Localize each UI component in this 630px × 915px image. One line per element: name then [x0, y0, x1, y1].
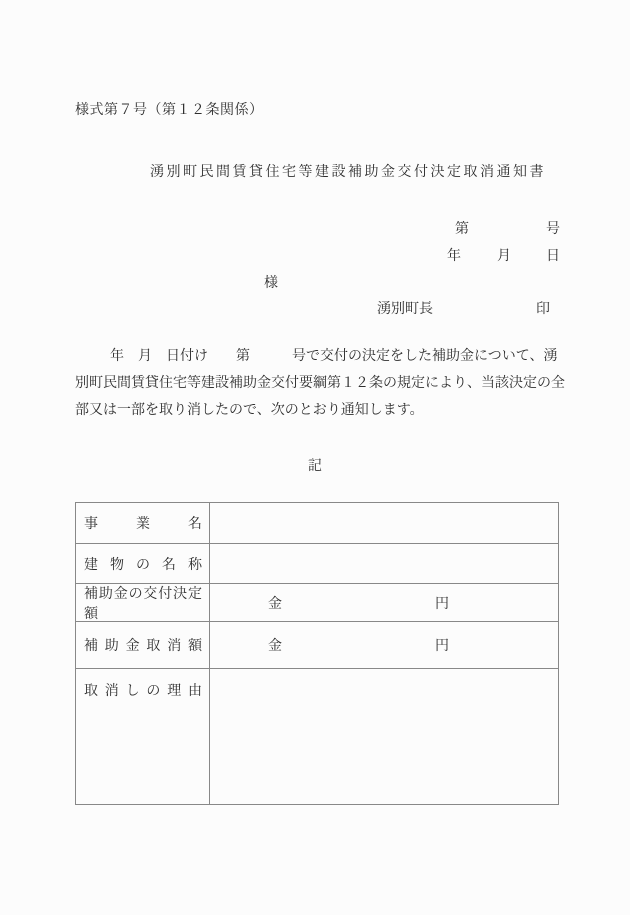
date-year-label: 年: [447, 249, 461, 264]
form-number: 様式第７号（第１２条関係）: [75, 103, 264, 118]
cancellation-reason-label: 取 消 し の 理 由: [84, 684, 202, 699]
currency-prefix-kin: 金: [268, 596, 282, 612]
currency-prefix-kin: 金: [268, 639, 282, 654]
row-label-cell: [76, 669, 210, 804]
date-month-label: 月: [497, 249, 511, 264]
grant-decision-amount-value-cell: [210, 584, 558, 621]
cancelled-amount-value-cell: [210, 622, 558, 668]
project-name-label: 事 業 名: [84, 517, 202, 532]
body-paragraph: [75, 343, 565, 424]
body-line-3: 部又は一部を取り消したので、次のとおり通知します。: [75, 403, 424, 418]
table-row-cancellation-reason: [76, 668, 558, 804]
project-name-value-cell: [210, 503, 558, 543]
cancellation-reason-value-cell: [210, 669, 558, 804]
building-name-value-cell: [210, 544, 558, 583]
row-label-cell: [76, 544, 210, 583]
table-row-cancelled-amount: [76, 621, 558, 668]
doc-number-prefix: 第: [455, 222, 469, 237]
grant-decision-amount-label: 補助金の交付決定額: [84, 586, 202, 622]
table-row-building-name: [76, 543, 558, 583]
body-line-1: 年 月 日付け 第 号で交付の決定をした補助金について、湧: [110, 349, 558, 364]
date-day-label: 日: [546, 249, 560, 264]
table-row-project-name: [76, 503, 558, 543]
cancelled-amount-label: 補 助 金 取 消 額: [84, 639, 202, 654]
row-label-cell: [76, 503, 210, 543]
currency-suffix-yen: 円: [435, 596, 449, 612]
row-label-cell: [76, 622, 210, 668]
sender-title: 湧別町長: [377, 302, 433, 317]
row-label-cell: [76, 584, 210, 621]
section-marker-ki: 記: [308, 459, 322, 474]
document-title: 湧別町民間賃貸住宅等建設補助金交付決定取消通知書: [150, 165, 546, 180]
table-row-grant-decision-amount: [76, 583, 558, 621]
seal-mark: 印: [536, 302, 550, 317]
building-name-label: 建 物 の 名 称: [84, 557, 202, 573]
doc-number-suffix: 号: [546, 222, 560, 237]
currency-suffix-yen: 円: [435, 639, 449, 654]
cancellation-detail-table: [75, 502, 559, 805]
body-line-2: 別町民間賃貸住宅等建設補助金交付要綱第１２条の規定により、当該決定の全: [75, 376, 565, 391]
addressee-honorific: 様: [264, 276, 278, 291]
